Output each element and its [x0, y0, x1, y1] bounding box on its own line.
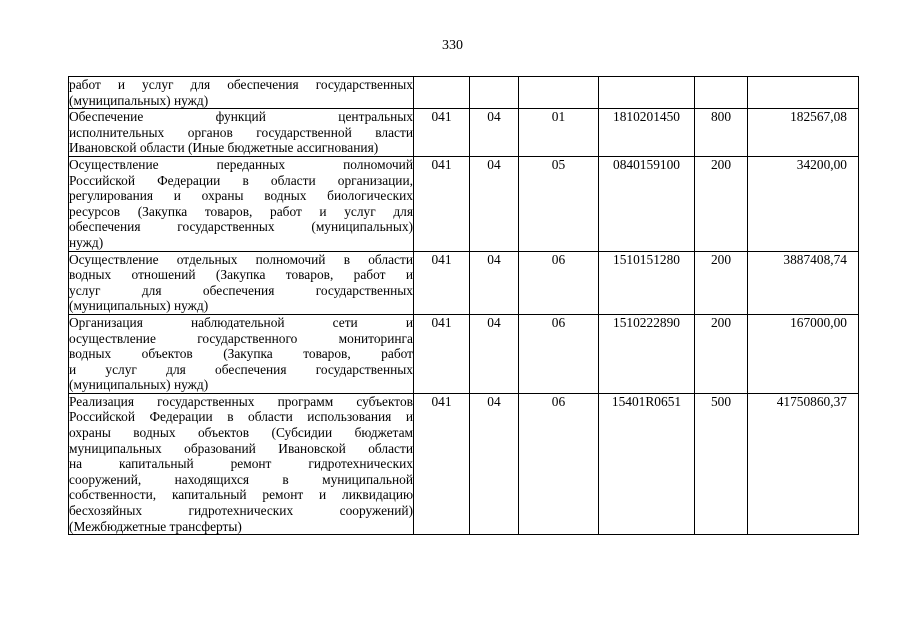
- item-name-line: осуществление государственного мониторинга: [69, 330, 413, 346]
- subsection-code-cell: 05: [519, 156, 599, 251]
- item-name-line: исполнительных органов государственной власти: [69, 124, 413, 140]
- table-row: [69, 109, 859, 157]
- item-name-line: регулирования и охраны водных биологических: [69, 188, 413, 204]
- expense-type-cell: 800: [695, 109, 748, 157]
- item-name-cell: [69, 109, 414, 157]
- amount-cell: 3887408,74: [748, 251, 859, 314]
- target-article-cell: 1510222890: [599, 314, 695, 393]
- target-article-cell: [599, 77, 695, 109]
- table-row: [69, 393, 859, 534]
- gr-code-cell: 041: [414, 314, 470, 393]
- item-name-line: Осуществление переданных полномочий: [69, 156, 413, 172]
- gr-code-cell: 041: [414, 393, 470, 534]
- item-name-line: (муниципальных) нужд): [69, 92, 209, 108]
- item-name-line: работ и услуг для обеспечения государственных: [69, 77, 413, 92]
- expense-type-cell: 200: [695, 156, 748, 251]
- expense-type-cell: 200: [695, 314, 748, 393]
- item-name-line: (Межбюджетные трансферты): [69, 518, 242, 534]
- item-name-line: Осуществление отдельных полномочий в области: [69, 251, 413, 267]
- section-code-cell: 04: [470, 251, 519, 314]
- target-article-cell: 0840159100: [599, 156, 695, 251]
- item-name-line: собственности, капитальный ремонт и ликвидацию: [69, 487, 413, 503]
- item-name-cell: [69, 314, 414, 393]
- subsection-code-cell: 01: [519, 109, 599, 157]
- subsection-code-cell: [519, 77, 599, 109]
- budget-table: [68, 76, 859, 535]
- amount-cell: 182567,08: [748, 109, 859, 157]
- item-name-line: услуг для обеспечения государственных: [69, 282, 413, 298]
- item-name-cell: [69, 156, 414, 251]
- gr-code-cell: 041: [414, 109, 470, 157]
- amount-cell: [748, 77, 859, 109]
- gr-code-cell: 041: [414, 156, 470, 251]
- item-name-line: ресурсов (Закупка товаров, работ и услуг для: [69, 203, 413, 219]
- item-name-line: обеспечения государственных (муниципальных): [69, 219, 413, 235]
- item-name-line: на капитальный ремонт гидротехнических: [69, 456, 413, 472]
- section-code-cell: 04: [470, 109, 519, 157]
- target-article-cell: 1510151280: [599, 251, 695, 314]
- section-code-cell: 04: [470, 314, 519, 393]
- item-name-line: водных объектов (Закупка товаров, работ: [69, 346, 413, 362]
- table-row: [69, 77, 859, 109]
- item-name-line: Организация наблюдательной сети и: [69, 314, 413, 330]
- gr-code-cell: [414, 77, 470, 109]
- expense-type-cell: 200: [695, 251, 748, 314]
- target-article-cell: 15401R0651: [599, 393, 695, 534]
- item-name-line: Обеспечение функций центральных: [69, 109, 413, 125]
- item-name-line: сооружений, находящихся в муниципальной: [69, 471, 413, 487]
- table-row: [69, 156, 859, 251]
- section-code-cell: 04: [470, 156, 519, 251]
- item-name-line: Российской Федерации в области использования и: [69, 409, 413, 425]
- target-article-cell: 1810201450: [599, 109, 695, 157]
- item-name-line: нужд): [69, 234, 104, 250]
- amount-cell: 41750860,37: [748, 393, 859, 534]
- amount-cell: 167000,00: [748, 314, 859, 393]
- amount-cell: 34200,00: [748, 156, 859, 251]
- subsection-code-cell: 06: [519, 251, 599, 314]
- expense-type-cell: [695, 77, 748, 109]
- table-row: [69, 314, 859, 393]
- item-name-line: Ивановской области (Иные бюджетные ассигнования): [69, 140, 379, 156]
- subsection-code-cell: 06: [519, 393, 599, 534]
- item-name-line: (муниципальных) нужд): [69, 298, 209, 314]
- item-name-line: бесхозяйных гидротехнических сооружений): [69, 503, 413, 519]
- item-name-line: Российской Федерации в области организации,: [69, 172, 413, 188]
- expense-type-cell: 500: [695, 393, 748, 534]
- section-code-cell: 04: [470, 393, 519, 534]
- gr-code-cell: 041: [414, 251, 470, 314]
- page-number: 330: [442, 38, 463, 53]
- item-name-cell: [69, 251, 414, 314]
- table-row: [69, 251, 859, 314]
- item-name-line: муниципальных образований Ивановской области: [69, 440, 413, 456]
- item-name-line: водных отношений (Закупка товаров, работ и: [69, 267, 413, 283]
- item-name-line: (муниципальных) нужд): [69, 377, 209, 393]
- subsection-code-cell: 06: [519, 314, 599, 393]
- item-name-cell: [69, 393, 414, 534]
- item-name-cell: [69, 77, 414, 109]
- item-name-line: и услуг для обеспечения государственных: [69, 361, 413, 377]
- item-name-line: Реализация государственных программ субъектов: [69, 393, 413, 409]
- item-name-line: охраны водных объектов (Субсидии бюджетам: [69, 425, 413, 441]
- section-code-cell: [470, 77, 519, 109]
